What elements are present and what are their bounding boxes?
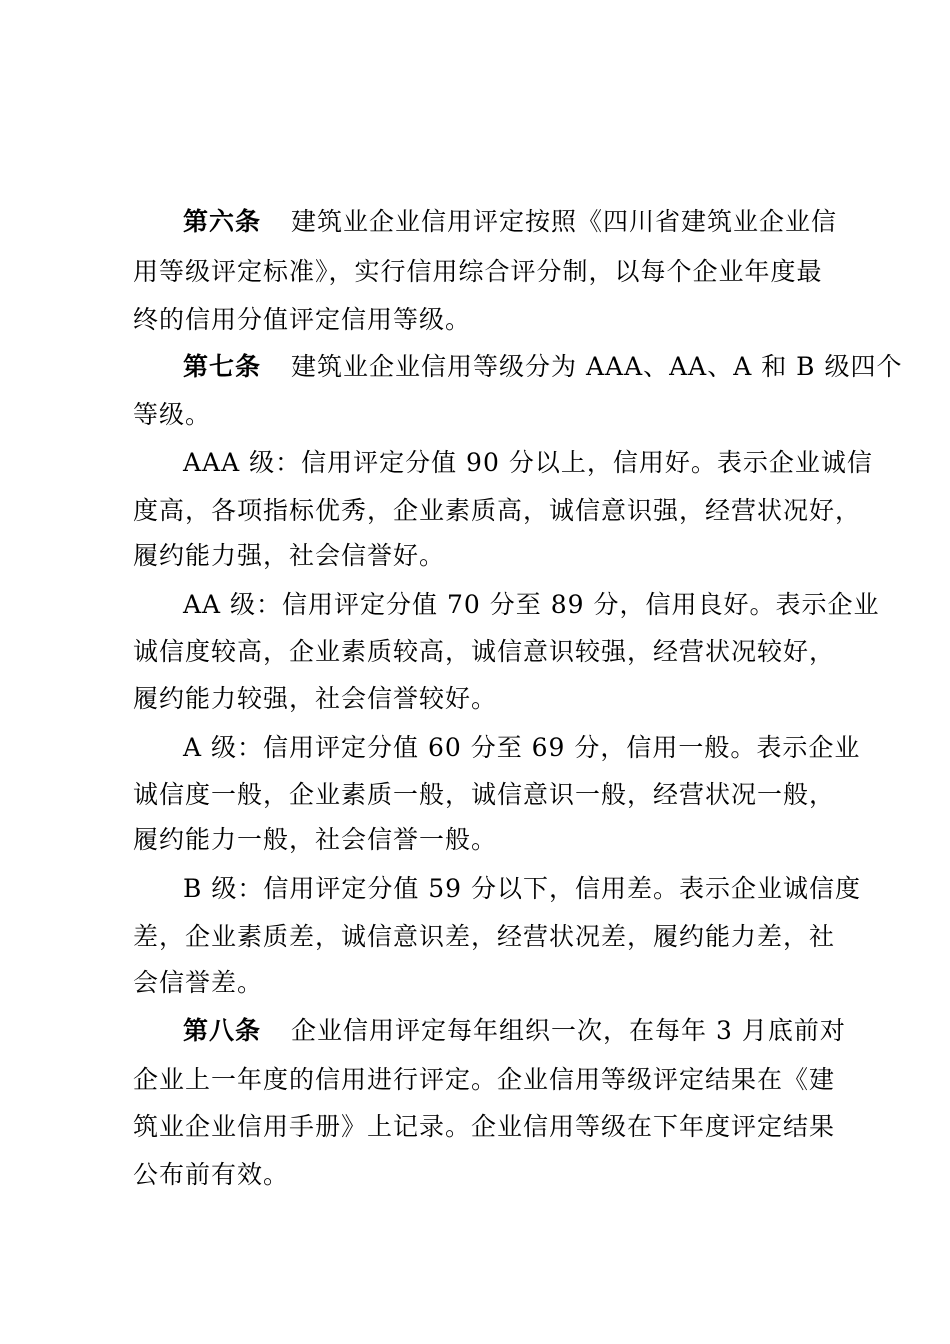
article-8-heading: 第八条 [183,1016,262,1045]
article-8-line-2: 企业上一年度的信用进行评定。企业信用等级评定结果在《建 [133,1065,836,1094]
grade-aa-line-2: 诚信度较高，企业素质较高，诚信意识较强，经营状况较好， [133,637,836,666]
article-8-line-4: 公布前有效。 [133,1160,290,1189]
grade-aaa-line-3: 履约能力强，社会信誉好。 [133,541,446,570]
article-6-heading: 第六条 [183,207,262,236]
article-8-text-1: 企业信用评定每年组织一次，在每年 3 月底前对 [291,1016,846,1045]
grade-b-line-3: 会信誉差。 [133,968,264,997]
grade-b-line-1: B 级：信用评定分值 59 分以下，信用差。表示企业诚信度 [183,874,862,903]
grade-aa-line-1: AA 级：信用评定分值 70 分至 89 分，信用良好。表示企业 [183,590,880,619]
article-7-line-2: 等级。 [133,400,212,429]
grade-a-line-3: 履约能力一般，社会信誉一般。 [133,825,498,854]
grade-aaa-line-1: AAA 级：信用评定分值 90 分以上，信用好。表示企业诚信 [183,448,873,477]
grade-aa-line-3: 履约能力较强，社会信誉较好。 [133,684,498,713]
article-7-text-1: 建筑业企业信用等级分为 AAA、AA、A 和 B 级四个 [291,352,903,381]
article-8-line-3: 筑业企业信用手册》上记录。企业信用等级在下年度评定结果 [133,1112,836,1141]
article-6-text-1: 建筑业企业信用评定按照《四川省建筑业企业信 [291,207,838,236]
grade-a-line-1: A 级：信用评定分值 60 分至 69 分，信用一般。表示企业 [183,733,861,762]
article-6-line-2: 用等级评定标准》，实行信用综合评分制，以每个企业年度最 [133,257,823,286]
article-8-line-1 [183,1016,846,1046]
article-7-line-1 [183,352,903,382]
grade-aaa-line-2: 度高，各项指标优秀，企业素质高，诚信意识强，经营状况好， [133,496,862,525]
grade-a-line-2: 诚信度一般，企业素质一般，诚信意识一般，经营状况一般， [133,780,836,809]
grade-b-line-2: 差，企业素质差，诚信意识差，经营状况差，履约能力差，社 [133,922,836,951]
article-6-line-1 [183,207,838,237]
article-7-heading: 第七条 [183,352,262,381]
article-6-line-3: 终的信用分值评定信用等级。 [133,305,472,334]
